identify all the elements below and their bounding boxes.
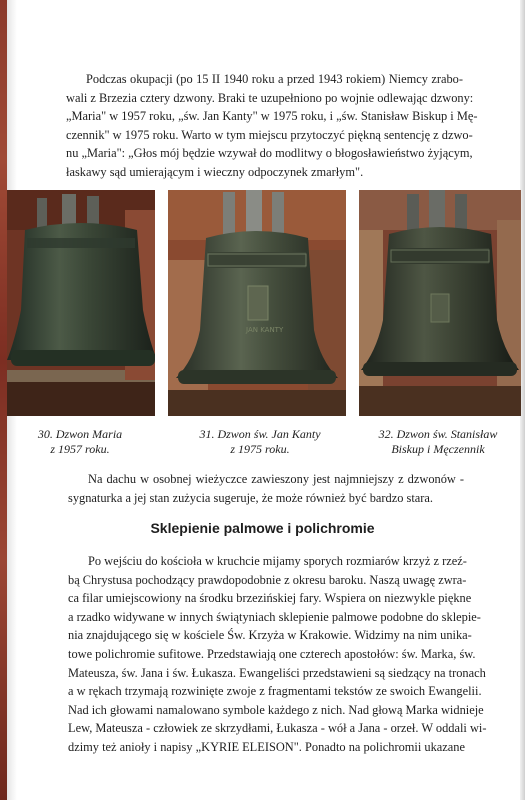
caption-line: z 1957 roku. — [50, 442, 110, 456]
text-line: Po wejściu do kościoła w kruchcie mijamy sporych rozmiarów krzyż z rzeź- — [88, 554, 467, 568]
photo-bell-maria — [7, 190, 155, 416]
text-line: łaskawy sąd umierającym i wieczny odpoczynek zmarłym". — [66, 164, 364, 179]
text-line: czennik" w 1975 roku. Warto w tym miejscu przytoczyć piękną sentencję z dzwo- — [66, 127, 473, 142]
paragraph-signature-bell — [68, 470, 464, 507]
text-line: Mateusza, św. Jana i św. Łukasza. Ewangeliści przedstawieni są siedzący na tronach — [68, 665, 486, 680]
text-line: Nad ich głowami namalowano symbole każdego z nich. Nad głową Marka widnieje — [68, 702, 484, 717]
text-line: Na dachu w osobnej wieżyczce zawieszony jest najmniejszy z dzwonów - — [88, 472, 464, 486]
text-line: nu „Maria": „Głos mój będzie wzywał do modlitwy o błogosławieństwo żyjącym, — [66, 146, 473, 161]
text-line: Lew, Mateusza - człowiek ze skrzydłami, Łukasza - wół a Jana - orzeł. W oddali wi- — [68, 721, 487, 736]
text-line: ca filar umiejscowiony na środku brzezińskiej fary. Wspiera on niezwykle piękne — [68, 591, 472, 606]
text-line: wali z Brzezia cztery dzwony. Braki te uzupełniono po wojnie odlewając dzwony: — [66, 90, 474, 105]
text-line: Podczas okupacji (po 15 II 1940 roku a przed 1943 rokiem) Niemcy zrabo- — [86, 72, 463, 86]
text-line: a w rękach trzymają rozwinięte zwoje z fragmentami tekstów ze swoich Ewangelii. — [68, 684, 482, 699]
text-line: „Maria" w 1957 roku, „św. Jan Kanty" w 1975 roku, i „św. Stanisław Biskup i Mę- — [66, 109, 478, 124]
text-line: towe polichromie sufitowe. Przedstawiają one czterech apostołów: św. Marka, św. — [68, 646, 476, 661]
paragraph-bells-history — [66, 70, 478, 182]
text-line: bą Chrystusa pochodzący prawdopodobnie z okresu baroku. Naszą uwagę zwra- — [68, 572, 467, 587]
bell-inscription: JAN KANTY — [246, 326, 284, 334]
caption-bell-stanislaw — [363, 427, 513, 457]
caption-bell-jan-kanty — [180, 427, 340, 457]
photo-bell-stanislaw — [359, 190, 521, 416]
paragraph-palm-vault — [68, 552, 487, 757]
caption-line: 30. Dzwon Maria — [37, 427, 123, 441]
text-line: dzimy też anioły i napisy „KYRIE ELEISON". Ponadto na polichromii ukazane — [68, 739, 465, 754]
caption-line: z 1975 roku. — [230, 442, 290, 456]
text-line: a rzadko widywane w innych świątyniach sklepienie palmowe podobne do sklepie- — [68, 609, 481, 624]
page-edge-left — [0, 0, 7, 800]
caption-bell-maria — [20, 427, 140, 457]
caption-line: 31. Dzwon św. Jan Kanty — [199, 427, 321, 441]
section-title: Sklepienie palmowe i polichromie — [150, 520, 375, 536]
text-line: nia znajdującego się w kościele Św. Krzyża w Krakowie. Widzimy na nim unika- — [68, 628, 472, 643]
text-line: sygnaturka a jej stan zużycia sugeruje, że może również być bardzo stara. — [68, 490, 434, 505]
photo-bell-jan-kanty — [168, 190, 346, 416]
caption-line: 32. Dzwon św. Stanisław — [378, 427, 498, 441]
caption-line: Biskup i Męczennik — [391, 442, 485, 456]
